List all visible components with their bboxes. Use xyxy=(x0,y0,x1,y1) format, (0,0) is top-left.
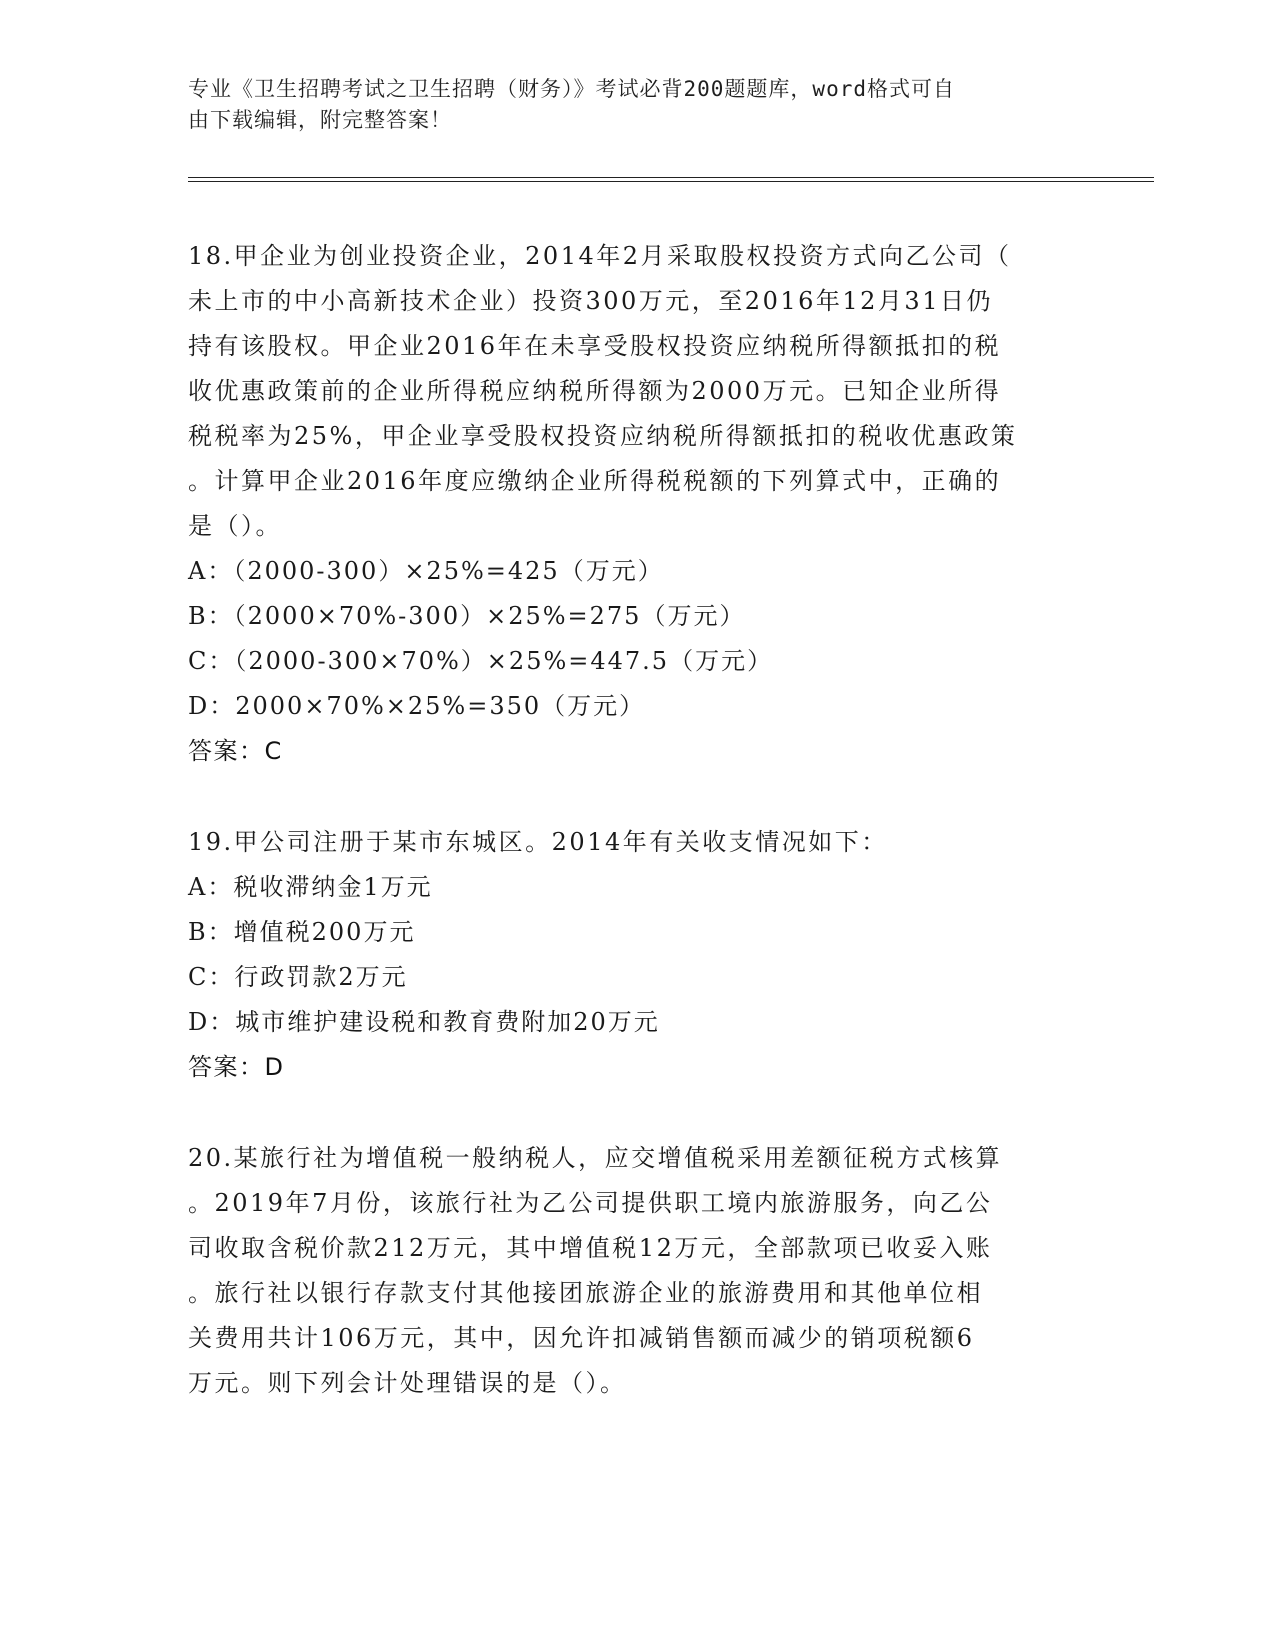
stem-line: 。计算甲企业2016年度应缴纳企业所得税税额的下列算式中，正确的 xyxy=(188,467,1002,495)
stem-line: 万元。则下列会计处理错误的是（）。 xyxy=(188,1369,627,1397)
option-a: A：（2000-300）×25%=425（万元） xyxy=(188,557,664,585)
answer-line: 答案：C xyxy=(188,737,283,765)
stem-line: 。2019年7月份，该旅行社为乙公司提供职工境内旅游服务，向乙公 xyxy=(188,1189,993,1217)
option-c: C：（2000-300×70%）×25%=447.5（万元） xyxy=(188,647,774,675)
question-18 xyxy=(188,234,1088,774)
question-stem xyxy=(188,234,1088,549)
stem-line: 。旅行社以银行存款支付其他接团旅游企业的旅游费用和其他单位相 xyxy=(188,1279,983,1307)
stem-line: 18.甲企业为创业投资企业，2014年2月采取股权投资方式向乙公司（ xyxy=(188,242,1012,270)
header-line-1: 专业《卫生招聘考试之卫生招聘（财务）》考试必背200题题库，word格式可自 xyxy=(188,77,955,101)
stem-line: 司收取含税价款212万元，其中增值税12万元，全部款项已收妥入账 xyxy=(188,1234,993,1262)
option-d: D：2000×70%×25%=350（万元） xyxy=(188,692,646,720)
option-b: B：增值税200万元 xyxy=(188,918,416,946)
header-divider xyxy=(188,177,1154,185)
stem-line: 关费用共计106万元，其中，因允许扣减销售额而减少的销项税额6 xyxy=(188,1324,975,1352)
header-line-2: 由下载编辑，附完整答案！ xyxy=(188,108,452,132)
stem-line: 税税率为25%，甲企业享受股权投资应纳税所得额抵扣的税收优惠政策 xyxy=(188,422,1018,450)
stem-line: 未上市的中小高新技术企业）投资300万元，至2016年12月31日仍 xyxy=(188,287,993,315)
option-a: A：税收滞纳金1万元 xyxy=(188,873,433,901)
stem-line: 19.甲公司注册于某市东城区。2014年有关收支情况如下： xyxy=(188,828,888,856)
stem-line: 持有该股权。甲企业2016年在未享受股权投资应纳税所得额抵扣的税 xyxy=(188,332,1002,360)
question-list xyxy=(188,234,1088,1452)
option-d: D：城市维护建设税和教育费附加20万元 xyxy=(188,1008,660,1036)
question-19 xyxy=(188,820,1088,1090)
question-stem xyxy=(188,1136,1088,1406)
stem-line: 收优惠政策前的企业所得税应纳税所得额为2000万元。已知企业所得 xyxy=(188,377,1002,405)
option-b: B：（2000×70%-300）×25%=275（万元） xyxy=(188,602,746,630)
divider-line-bottom xyxy=(188,181,1154,182)
stem-line: 20.某旅行社为增值税一般纳税人，应交增值税采用差额征税方式核算 xyxy=(188,1144,1003,1172)
document-header xyxy=(188,74,1068,136)
answer-line: 答案：D xyxy=(188,1053,285,1081)
question-stem xyxy=(188,820,1088,865)
question-20 xyxy=(188,1136,1088,1406)
option-c: C：行政罚款2万元 xyxy=(188,963,408,991)
stem-line: 是（）。 xyxy=(188,512,282,540)
divider-line-top xyxy=(188,177,1154,178)
